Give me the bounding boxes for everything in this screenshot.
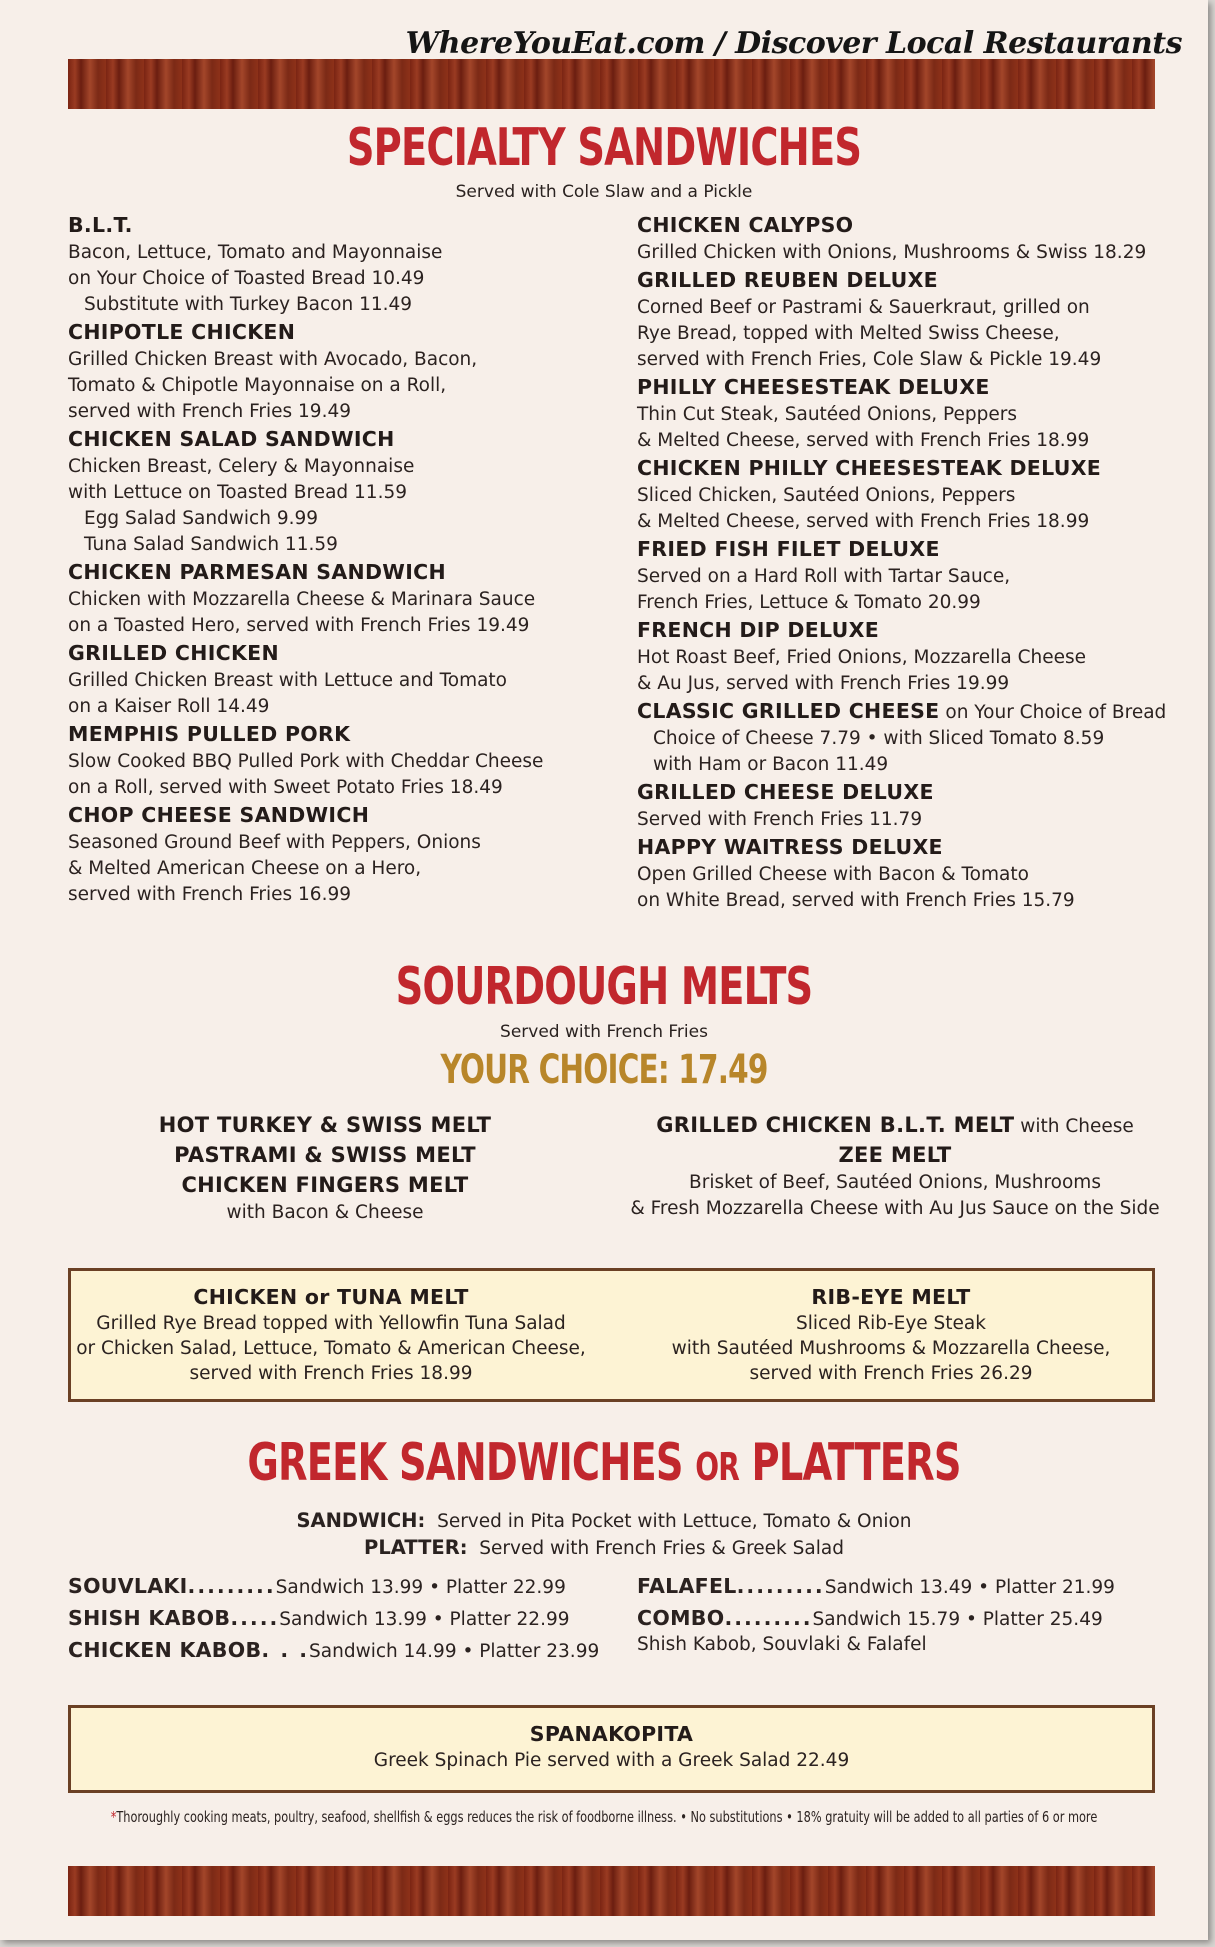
item-name-row: [68, 425, 628, 454]
item-name: CHIPOTLE CHICKEN: [68, 320, 296, 344]
item-name-suffix: on Your Choice of Bread: [939, 702, 1167, 723]
menu-item: [637, 535, 1182, 616]
melt-desc: & Fresh Mozzarella Cheese with Au Jus Sauce on the Side: [630, 1198, 1160, 1219]
greek-item-name: COMBO: [637, 1606, 725, 1630]
item-desc: on Your Choice of Toasted Bread 10.49: [68, 268, 425, 289]
item-name-row: [637, 697, 1182, 726]
item-name-row: [637, 778, 1182, 807]
specialty-title: SPECIALTY SANDWICHES: [346, 118, 862, 178]
item-name-row: [637, 454, 1182, 483]
item-desc: Tomato & Chipotle Mayonnaise on a Roll,: [68, 375, 447, 396]
item-desc: Served with French Fries 11.79: [637, 809, 923, 830]
menu-item: [68, 720, 628, 801]
item-name: CHOP CHEESE SANDWICH: [68, 803, 370, 827]
box-item-line: Grilled Rye Bread topped with Yellowfin Tuna Salad: [96, 1313, 566, 1334]
item-desc: on a Roll, served with Sweet Potato Fries 18.49: [68, 777, 503, 798]
item-desc: on White Bread, served with French Fries 15.79: [637, 890, 1075, 911]
greek-item: [68, 1571, 608, 1603]
item-sub: Substitute with Turkey Bacon 11.49: [84, 294, 413, 315]
item-sub: Egg Salad Sandwich 9.99: [84, 508, 319, 529]
item-name: FRIED FISH FILET DELUXE: [637, 537, 940, 561]
box-item-line: served with French Fries 18.99: [189, 1363, 473, 1384]
item-name: GRILLED CHICKEN: [68, 641, 279, 665]
box-item-line: with Sautéed Mushrooms & Mozzarella Cheese,: [671, 1338, 1111, 1359]
rib-eye-melt: [631, 1283, 1151, 1386]
footer-disclaimer: [97, 1808, 1112, 1826]
item-desc: Hot Roast Beef, Fried Onions, Mozzarella Cheese: [637, 647, 1087, 668]
item-desc: & Au Jus, served with French Fries 19.99: [637, 673, 1010, 694]
item-desc: Thin Cut Steak, Sautéed Onions, Peppers: [637, 404, 1018, 425]
greek-item-prices: Sandwich 14.99 • Platter 23.99: [309, 1641, 600, 1662]
item-desc: Chicken with Mozzarella Cheese & Marinara Sauce: [68, 589, 536, 610]
box-item-name: CHICKEN or TUNA MELT: [193, 1285, 469, 1309]
greek-title-a: GREEK SANDWICHES: [247, 1433, 696, 1493]
item-name: GRILLED CHEESE DELUXE: [637, 780, 934, 804]
leader-dots: .........: [736, 1574, 825, 1598]
melts-left-group: [100, 1110, 550, 1226]
greek-title: [109, 1433, 1100, 1493]
sandwich-label: SANDWICH:: [296, 1509, 426, 1532]
box-item-name: SPANAKOPITA: [529, 1722, 694, 1746]
site-header[interactable]: WhereYouEat.com / Discover Local Restaurants: [405, 26, 1182, 61]
item-desc: served with French Fries, Cole Slaw & Pickle 19.49: [637, 349, 1102, 370]
item-name: FRENCH DIP DELUXE: [637, 618, 880, 642]
melt-note: with Bacon & Cheese: [226, 1202, 424, 1223]
leader-dots: .....: [230, 1606, 280, 1630]
item-name-row: [68, 639, 628, 668]
specialty-left-column: [68, 211, 628, 908]
item-name-row: [68, 801, 628, 830]
greek-item: [68, 1635, 608, 1667]
item-desc: & Melted Cheese, served with French Fries 18.99: [637, 511, 1090, 532]
greek-item: [637, 1603, 1182, 1635]
sandwich-text: Served in Pita Pocket with Lettuce, Tomato & Onion: [437, 1511, 912, 1532]
item-name: HAPPY WAITRESS DELUXE: [637, 835, 943, 859]
greek-right-list: [637, 1571, 1182, 1635]
menu-item: [637, 373, 1182, 454]
greek-item-name: SHISH KABOB: [68, 1606, 231, 1630]
greek-left-list: [68, 1571, 608, 1667]
greek-platter-line: [0, 1536, 1208, 1559]
item-desc: Bacon, Lettuce, Tomato and Mayonnaise: [68, 242, 443, 263]
melts-feature-box: [68, 1268, 1155, 1402]
box-item-line: or Chicken Salad, Lettuce, Tomato & American Cheese,: [76, 1338, 586, 1359]
greek-title-b: PLATTERS: [739, 1433, 961, 1493]
item-name-row: [68, 318, 628, 347]
item-desc: Seasoned Ground Beef with Peppers, Onions: [68, 832, 481, 853]
chicken-tuna-melt: [71, 1283, 591, 1386]
melts-right-group: [620, 1110, 1170, 1222]
spanakopita: [71, 1720, 1152, 1773]
menu-item: [68, 801, 628, 908]
item-name: PHILLY CHEESESTEAK DELUXE: [637, 375, 990, 399]
item-desc: & Melted American Cheese on a Hero,: [68, 858, 422, 879]
greek-item-name: FALAFEL: [637, 1574, 737, 1598]
melt-item: ZEE MELT: [838, 1143, 952, 1167]
greek-item: [637, 1571, 1182, 1603]
greek-title-or: OR: [695, 1445, 740, 1489]
item-name-row: [68, 720, 628, 749]
item-name-row: [68, 211, 628, 240]
melts-price: YOUR CHOICE: 17.49: [440, 1047, 768, 1093]
item-name: CHICKEN PARMESAN SANDWICH: [68, 560, 446, 584]
item-desc: French Fries, Lettuce & Tomato 20.99: [637, 592, 981, 613]
item-name-row: [637, 616, 1182, 645]
item-desc: Chicken Breast, Celery & Mayonnaise: [68, 456, 415, 477]
greek-item-prices: Sandwich 13.99 • Platter 22.99: [275, 1577, 566, 1598]
greek-item-prices: Sandwich 13.49 • Platter 21.99: [824, 1577, 1115, 1598]
bottom-wood-banner: [68, 1866, 1155, 1916]
item-name-row: [637, 833, 1182, 862]
melt-item: GRILLED CHICKEN B.L.T. MELT: [656, 1113, 1015, 1137]
greek-item-name: SOUVLAKI: [68, 1574, 188, 1598]
item-name: CHICKEN CALYPSO: [637, 213, 854, 237]
greek-item: [68, 1603, 608, 1635]
menu-item: [637, 616, 1182, 697]
footer-asterisk: *: [110, 1808, 117, 1826]
top-wood-banner: [68, 59, 1155, 109]
platter-label: PLATTER:: [364, 1536, 468, 1559]
spanakopita-box: [68, 1705, 1155, 1793]
item-desc: Open Grilled Cheese with Bacon & Tomato: [637, 864, 1029, 885]
melt-item-suffix: with Cheese: [1014, 1116, 1134, 1137]
item-desc: Grilled Chicken Breast with Lettuce and Tomato: [68, 670, 507, 691]
item-desc: Corned Beef or Pastrami & Sauerkraut, grilled on: [637, 297, 1090, 318]
menu-item: [637, 266, 1182, 373]
box-item-name: RIB-EYE MELT: [811, 1285, 971, 1309]
box-item-line: Greek Spinach Pie served with a Greek Salad 22.49: [373, 1750, 850, 1771]
box-item-line: Sliced Rib-Eye Steak: [796, 1313, 986, 1334]
item-desc: Grilled Chicken Breast with Avocado, Bacon,: [68, 349, 478, 370]
item-name: MEMPHIS PULLED PORK: [68, 722, 351, 746]
item-name: CLASSIC GRILLED CHEESE: [637, 699, 940, 723]
item-desc: Rye Bread, topped with Melted Swiss Cheese,: [637, 323, 1060, 344]
melt-item: HOT TURKEY & SWISS MELT: [158, 1113, 492, 1137]
menu-item: [637, 778, 1182, 833]
menu-item: [68, 211, 628, 318]
item-name-row: [637, 373, 1182, 402]
item-name-row: [637, 211, 1182, 240]
item-name: CHICKEN PHILLY CHEESESTEAK DELUXE: [637, 456, 1102, 480]
leader-dots: . . .: [261, 1638, 310, 1662]
greek-item-prices: Sandwich 13.99 • Platter 22.99: [279, 1609, 570, 1630]
melt-desc: Brisket of Beef, Sautéed Onions, Mushrooms: [689, 1172, 1101, 1193]
melt-item: CHICKEN FINGERS MELT: [181, 1173, 469, 1197]
combo-note: Shish Kabob, Souvlaki & Falafel: [637, 1634, 927, 1655]
item-name: B.L.T.: [68, 213, 133, 237]
item-name: GRILLED REUBEN DELUXE: [637, 268, 938, 292]
item-desc: with Lettuce on Toasted Bread 11.59: [68, 482, 407, 503]
item-desc: served with French Fries 19.49: [68, 401, 351, 422]
leader-dots: .........: [724, 1606, 813, 1630]
item-name-row: [637, 535, 1182, 564]
item-desc: & Melted Cheese, served with French Fries 18.99: [637, 430, 1090, 451]
item-name-row: [637, 266, 1182, 295]
menu-item: [637, 833, 1182, 914]
item-desc: Slow Cooked BBQ Pulled Pork with Cheddar Cheese: [68, 751, 544, 772]
menu-item: [68, 639, 628, 720]
melts-subtitle: Served with French Fries: [500, 1022, 708, 1042]
item-desc: served with French Fries 16.99: [68, 884, 351, 905]
item-desc: on a Toasted Hero, served with French Fries 19.49: [68, 615, 530, 636]
item-sub: with Ham or Bacon 11.49: [653, 754, 889, 775]
melts-title: SOURDOUGH MELTS: [395, 957, 813, 1017]
item-desc: Served on a Hard Roll with Tartar Sauce,: [637, 566, 1011, 587]
item-desc: Sliced Chicken, Sautéed Onions, Peppers: [637, 485, 1016, 506]
menu-item: [637, 211, 1182, 266]
item-sub: Choice of Cheese 7.79 • with Sliced Tomato 8.59: [653, 728, 1105, 749]
leader-dots: .........: [187, 1574, 276, 1598]
item-desc: Grilled Chicken with Onions, Mushrooms & Swiss 18.29: [637, 242, 1147, 263]
melt-item: PASTRAMI & SWISS MELT: [174, 1143, 476, 1167]
specialty-right-column: [637, 211, 1182, 914]
footer-text: Thoroughly cooking meats, poultry, seafood, shellfish & eggs reduces the risk of foodborne illness. • No substitutions • 18% gratuity will be added to all parties of 6 or more: [116, 1808, 1098, 1826]
menu-item: [637, 454, 1182, 535]
specialty-subtitle: Served with Cole Slaw and a Pickle: [455, 182, 753, 202]
item-desc: on a Kaiser Roll 14.49: [68, 696, 270, 717]
platter-text: Served with French Fries & Greek Salad: [479, 1538, 844, 1559]
item-name: CHICKEN SALAD SANDWICH: [68, 427, 395, 451]
greek-item-prices: Sandwich 15.79 • Platter 25.49: [812, 1609, 1103, 1630]
item-name-row: [68, 558, 628, 587]
menu-item: [637, 697, 1182, 778]
box-item-line: served with French Fries 26.29: [749, 1363, 1033, 1384]
greek-item-name: CHICKEN KABOB: [68, 1638, 262, 1662]
menu-item: [68, 318, 628, 425]
greek-sandwich-line: [0, 1509, 1208, 1532]
item-sub: Tuna Salad Sandwich 11.59: [84, 534, 338, 555]
menu-item: [68, 558, 628, 639]
menu-item: [68, 425, 628, 558]
